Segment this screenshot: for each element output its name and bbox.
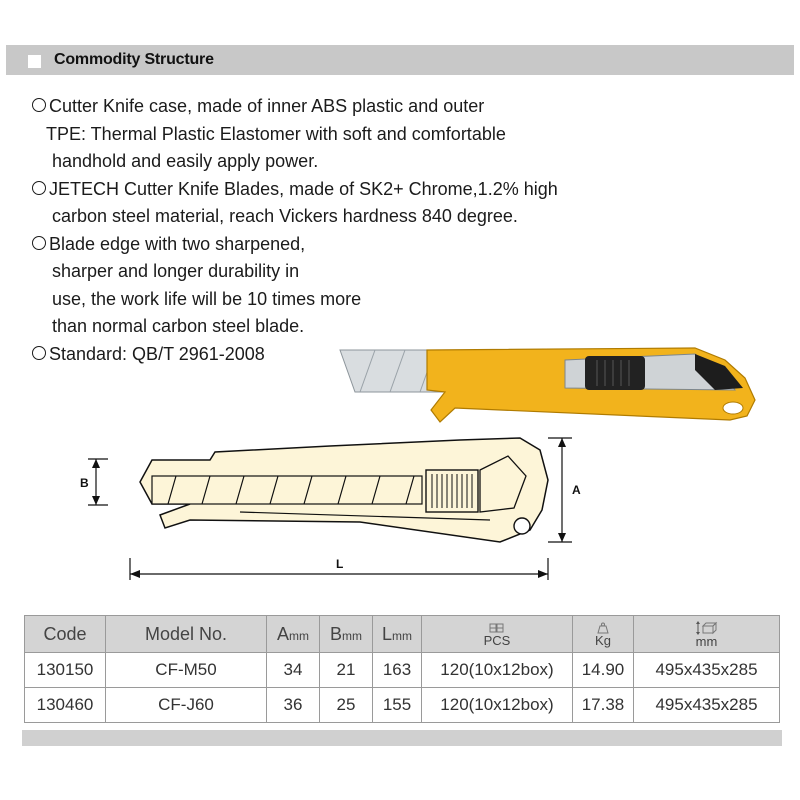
header-model: Model No. bbox=[106, 616, 267, 653]
carton-dimension-icon bbox=[695, 621, 719, 635]
cell-a: 34 bbox=[267, 653, 320, 688]
header-a: Amm bbox=[267, 616, 320, 653]
spec-table bbox=[24, 615, 780, 723]
cell-model: CF-J60 bbox=[106, 688, 267, 723]
footer-bar bbox=[22, 730, 782, 746]
cutter-knife-photo bbox=[335, 330, 765, 430]
table-row bbox=[25, 688, 780, 723]
table-row bbox=[25, 653, 780, 688]
cell-dimensions: 495x435x285 bbox=[634, 653, 780, 688]
feature-text: JETECH Cutter Knife Blades, made of SK2+ Chrome,1.2% high bbox=[49, 178, 558, 199]
feature-text: than normal carbon steel blade. bbox=[52, 316, 305, 336]
dimension-b-label: B bbox=[80, 476, 89, 490]
feature-text: carbon steel material, reach Vickers hardness 840 degree. bbox=[52, 206, 518, 226]
cell-b: 25 bbox=[320, 688, 373, 723]
cell-dimensions: 495x435x285 bbox=[634, 688, 780, 723]
feature-text: handhold and easily apply power. bbox=[52, 151, 319, 171]
header-code: Code bbox=[25, 616, 106, 653]
bullet-circle-icon bbox=[32, 236, 46, 250]
dimension-a-label: A bbox=[572, 483, 581, 497]
feature-item bbox=[32, 231, 672, 341]
cell-l: 155 bbox=[373, 688, 422, 723]
bullet-circle-icon bbox=[32, 346, 46, 360]
section-title: Commodity Structure bbox=[54, 51, 214, 68]
feature-description bbox=[32, 93, 672, 368]
standard-text: Standard: QB/T 2961-2008 bbox=[49, 343, 265, 364]
cell-a: 36 bbox=[267, 688, 320, 723]
cell-code: 130150 bbox=[25, 653, 106, 688]
cell-pcs: 120(10x12box) bbox=[422, 653, 573, 688]
header-l: Lmm bbox=[373, 616, 422, 653]
slider-button bbox=[585, 356, 645, 390]
section-header bbox=[6, 45, 794, 75]
feature-item bbox=[32, 176, 672, 231]
dimension-drawing bbox=[60, 430, 590, 590]
header-pcs: PCS bbox=[422, 616, 573, 653]
cell-b: 21 bbox=[320, 653, 373, 688]
feature-text: Cutter Knife case, made of inner ABS plastic and outer bbox=[49, 96, 485, 116]
bullet-circle-icon bbox=[32, 98, 46, 112]
cell-l: 163 bbox=[373, 653, 422, 688]
header-square-icon bbox=[28, 55, 41, 68]
feature-text: use, the work life will be 10 times more bbox=[52, 288, 362, 309]
feature-text: TPE: Thermal Plastic Elastomer with soft and comfortable bbox=[46, 123, 506, 144]
feature-text: Blade edge with two sharpened, bbox=[49, 233, 306, 254]
cell-code: 130460 bbox=[25, 688, 106, 723]
cell-model: CF-M50 bbox=[106, 653, 267, 688]
cell-kg: 14.90 bbox=[573, 653, 634, 688]
header-kg: Kg bbox=[573, 616, 634, 653]
cell-kg: 17.38 bbox=[573, 688, 634, 723]
dimension-l-label: L bbox=[336, 557, 344, 571]
cell-pcs: 120(10x12box) bbox=[422, 688, 573, 723]
header-b: Bmm bbox=[320, 616, 373, 653]
table-header-row bbox=[25, 616, 780, 653]
feature-item bbox=[32, 93, 672, 176]
bullet-circle-icon bbox=[32, 181, 46, 195]
feature-text: sharper and longer durability in bbox=[52, 261, 300, 281]
header-dimensions: mm bbox=[634, 616, 780, 653]
